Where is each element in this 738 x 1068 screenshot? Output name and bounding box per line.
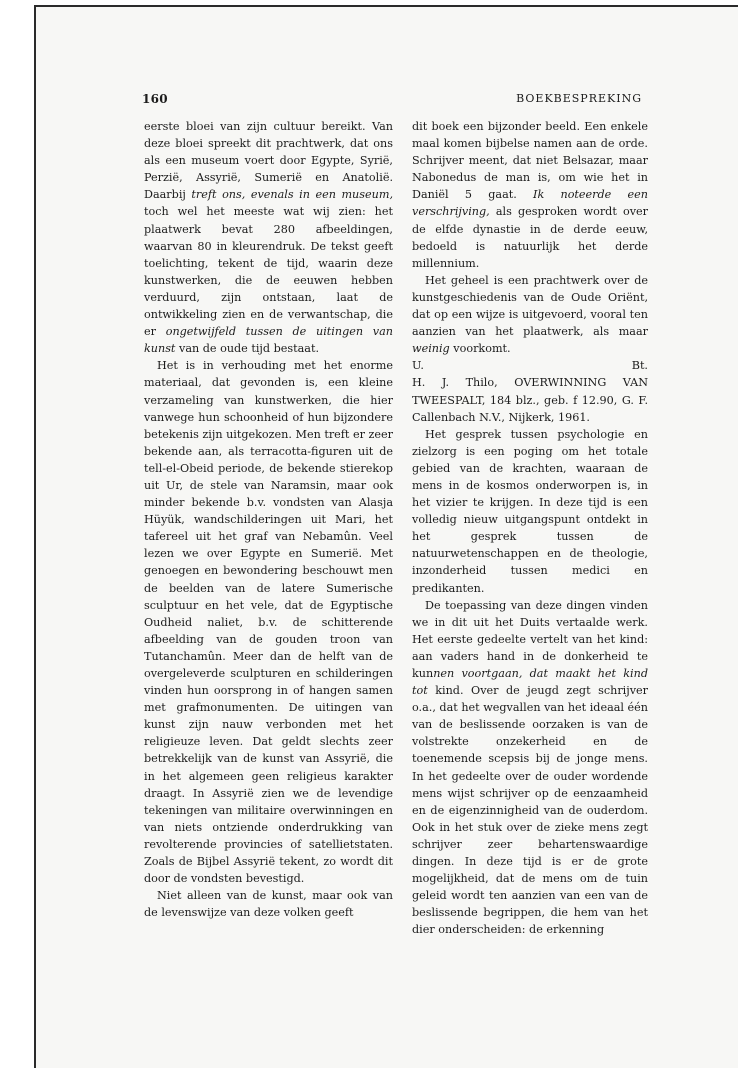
right-paragraph-4: De toepassing van deze dingen vinden we in dit uit het Duits vertaalde werk. Het eerste gedeelte vertelt van het kind: aan vaders hand in de donkerheid te kunnen voortgaan, dat maakt het kind tot kind. Over de jeugd zegt schrijver o.a., dat het wegvallen van het ideaal één van de beslissende oorzaken is van de volstrekte onzekerheid en de toenemende scepsis bij de jonge mens. In het gedeelte over de ouder wordende mens wijst schrijver op de eenzaamheid en de eigenzinnigheid van de ouderdom. Ook in het stuk over de zieke mens zegt schrijver zeer behartenswaardige dingen. In deze tijd is er de grote mogelijkheid, dat de mens om de tuin geleid wordt ten aanzien van een van de beslissende begrippen, die hem van het dier onderscheiden: de erkenning xyxy=(412,598,648,937)
right-paragraph-1: dit boek een bijzonder beeld. Een enkele maal komen bijbelse namen aan de orde. Schrijver meent, dat niet Belsazar, maar Nabonedus de man is, om wie het in Daniël 5 gaat. Ik noteerde een verschrijving, als gesproken wordt over de elfde dynastie in de derde eeuw, bedoeld is natuurlijk het derde millennium. xyxy=(412,120,648,270)
right-paragraph-2: Het geheel is een prachtwerk over de kunstgeschiedenis van de Oude Oriënt, dat op een wijze is uitgevoerd, vooral ten aanzien van het plaatwerk, als maar weinig voorkomt. xyxy=(412,273,648,356)
book-citation: H. J. Thilo, OVERWINNING VAN TWEESPALT, 184 blz., geb. f 12.90, G. F. Callenbach N.V., Nijkerk, 1961. xyxy=(412,376,648,424)
signature-initial: U. xyxy=(412,359,424,373)
right-column xyxy=(412,118,648,939)
review-signature xyxy=(412,357,648,374)
right-paragraph-3: Het gesprek tussen psychologie en zielzorg is een poging om het totale gebied van de krachten, waaraan de mens in de kosmos onderworpen is, in het vizier te krijgen. In deze tijd is een volledig nieuw uitgangspunt ontdekt in het gesprek tussen de natuurwetenschappen en de theologie, inzonderheid tussen medici en predikanten. xyxy=(412,427,648,595)
running-title: BOEKBESPREKING xyxy=(516,92,642,105)
page-number: 160 xyxy=(142,92,168,106)
left-column xyxy=(144,118,393,921)
signature-reviewer: Bt. xyxy=(631,359,648,373)
left-paragraph-2: Het is in verhouding met het enorme materiaal, dat gevonden is, een kleine verzameling van kunstwerken, die hier vanwege hun schoonheid of hun bijzondere betekenis zijn uitgekozen. Men treft er zeer bekende aan, als terracotta-figuren uit de tell-el-Obeid periode, de bekende stierekop uit Ur, de stele van Naramsin, maar ook minder bekende b.v. vondsten van Alasja Hüyük, wandschilderingen uit Mari, het tafereel uit het graf van Nebamûn. Veel lezen we over Egypte en Sumerië. Met genoegen en bewondering beschouwt men de beelden van de latere Sumerische sculptuur en het vele, dat de Egyptische Oudheid naliet, b.v. de schitterende afbeelding van de gouden troon van Tutanchamûn. Meer dan de helft van de overgeleverde sculpturen en schilderingen vinden hun oorsprong in of hangen samen met grafmonumenten. De uitingen van kunst zijn nauw verbonden met het religieuze leven. Dat geldt slechts zeer betrekkelijk van de kunst van Assyrië, die in het algemeen geen religieus karakter draagt. In Assyrië zien we de levendige tekeningen van militaire overwinningen en van niets ontziende onderdrukking van revolterende provincies of satellietstaten. Zoals de Bijbel Assyrië tekent, zo wordt dit door de vondsten bevestigd. xyxy=(144,359,393,886)
left-paragraph-3: Niet alleen van de kunst, maar ook van de levenswijze van deze volken geeft xyxy=(144,889,393,920)
left-paragraph-1: eerste bloei van zijn cultuur bereikt. Van deze bloei spreekt dit prachtwerk, dat ons als een museum voert door Egypte, Syrië, Perzië, Assyrië, Sumerië en Anatolië. Daarbij treft ons, evenals in een museum, toch wel het meeste wat wij zien: het plaatwerk bevat 280 afbeeldingen, waarvan 80 in kleurendruk. De tekst geeft toelichting, tekent de tijd, waarin deze kunstwerken, die de eeuwen hebben verduurd, zijn ontstaan, laat de ontwikkeling zien en de verwantschap, die er ongetwijfeld tussen de uitingen van kunst van de oude tijd bestaat. xyxy=(144,120,393,356)
